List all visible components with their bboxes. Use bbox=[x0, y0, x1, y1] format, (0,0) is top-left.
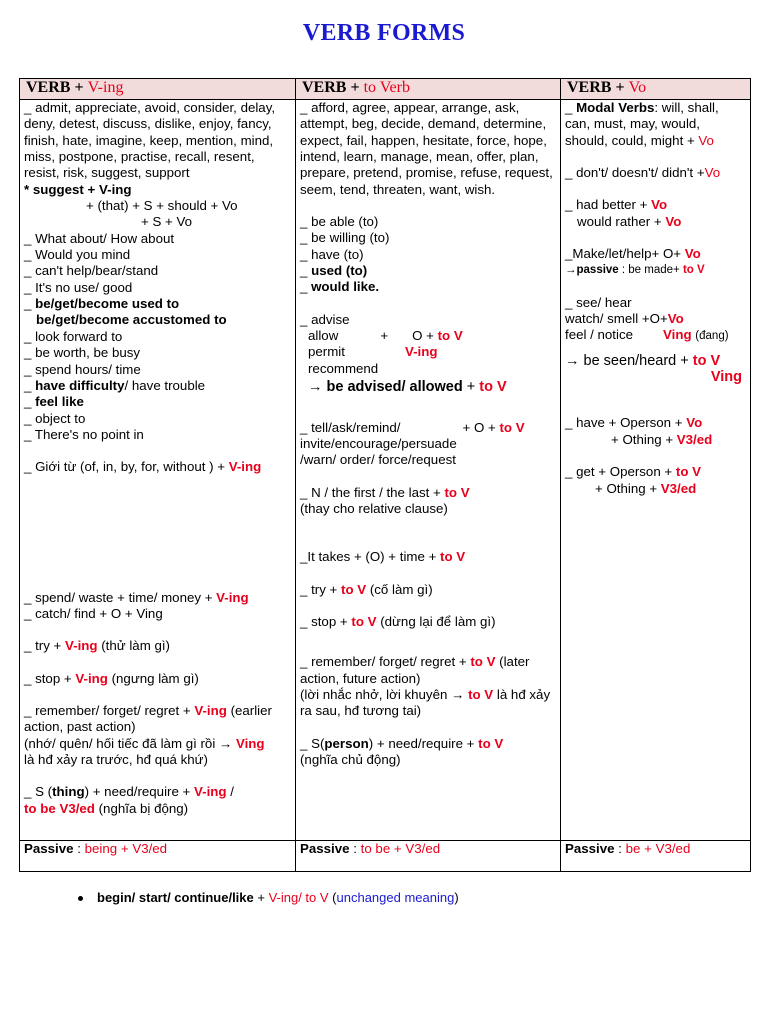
passive-ving: Passive : being + V3/ed bbox=[20, 841, 296, 872]
bullet-dot-icon bbox=[78, 896, 83, 901]
header-to-verb: VERB + to Verb bbox=[296, 79, 561, 100]
table-body-row bbox=[20, 100, 751, 841]
passive-to-verb: Passive : to be + V3/ed bbox=[296, 841, 561, 872]
vo-column: _ Modal Verbs: will, shall, can, must, may, would, should, could, might + Vo _ don't/ doesn't/ didn't +Vo _ had better + Vo would rather + Vo _Make/let/help+ O+ Vo →passive : be made+ to V _ see/ hear watch/ smell +O+Vo feel / notice Ving (đang) → be seen/heard + to V Ving _ have + Operson + Vo + Othing + V3/ed _ get + Operson + to V + Othing + V3/ed bbox=[561, 100, 751, 841]
table-header-row bbox=[20, 79, 751, 100]
passive-vo: Passive : be + V3/ed bbox=[561, 841, 751, 872]
to-verb-column: _ afford, agree, appear, arrange, ask, attempt, beg, decide, demand, determine, expect, fail, happen, hesitate, force, hope, intend, learn, manage, mean, offer, plan, prepare, pretend, promise, refuse, request, seem, tend, threaten, want, wish. _ be able (to) _ be willing (to) _ have (to) _ used (to) _ would like. _ advise allow + O + to V permit V-ing recommend → be advised/ allowed + to V _ tell/ask/remind/ + O + to V invite/encourage/persuade /warn/ order/ force/request _ N / the first / the last + to V (thay cho relative clause) _It takes + (O) + time + to V _ try + to V (cố làm gì) _ stop + to V (dừng lại để làm gì) _ remember/ forget/ regret + to V (later action, future action) (lời nhắc nhở, lời khuyên → to V là hđ xảy ra sau, hđ tương tai) _ S(person) + need/require + to V (nghĩa chủ động) bbox=[296, 100, 561, 841]
header-vo: VERB + Vo bbox=[561, 79, 751, 100]
note-bullet: begin/ start/ continue/like + V-ing/ to V (unchanged meaning) bbox=[78, 890, 459, 905]
header-ving: VERB + V-ing bbox=[20, 79, 296, 100]
verb-forms-table bbox=[19, 78, 751, 872]
table-passive-row bbox=[20, 841, 751, 872]
page-title: VERB FORMS bbox=[302, 20, 466, 46]
ving-column: _ admit, appreciate, avoid, consider, delay, deny, detest, discuss, dislike, enjoy, fancy, finish, hate, imagine, keep, mention, mind, miss, postpone, practise, recall, resent, resist, risk, suggest, support * suggest + V-ing + (that) + S + should + Vo + S + Vo _ What about/ How about _ Would you mind _ can't help/bear/stand _ It's no use/ good _ be/get/become used to be/get/become accustomed to _ look forward to _ be worth, be busy _ spend hours/ time _ have difficulty/ have trouble _ feel like _ object to _ There's no point in _ Giới từ (of, in, by, for, without ) + V-ing _ spend/ waste + time/ money + V-ing _ catch/ find + O + Ving _ try + V-ing (thử làm gì) _ stop + V-ing (ngưng làm gì) _ remember/ forget/ regret + V-ing (earlier action, past action) (nhớ/ quên/ hối tiếc đã làm gì rồi → Ving là hđ xảy ra trước, hđ quá khứ) _ S (thing) + need/require + V-ing / to be V3/ed (nghĩa bị động) bbox=[20, 100, 296, 841]
